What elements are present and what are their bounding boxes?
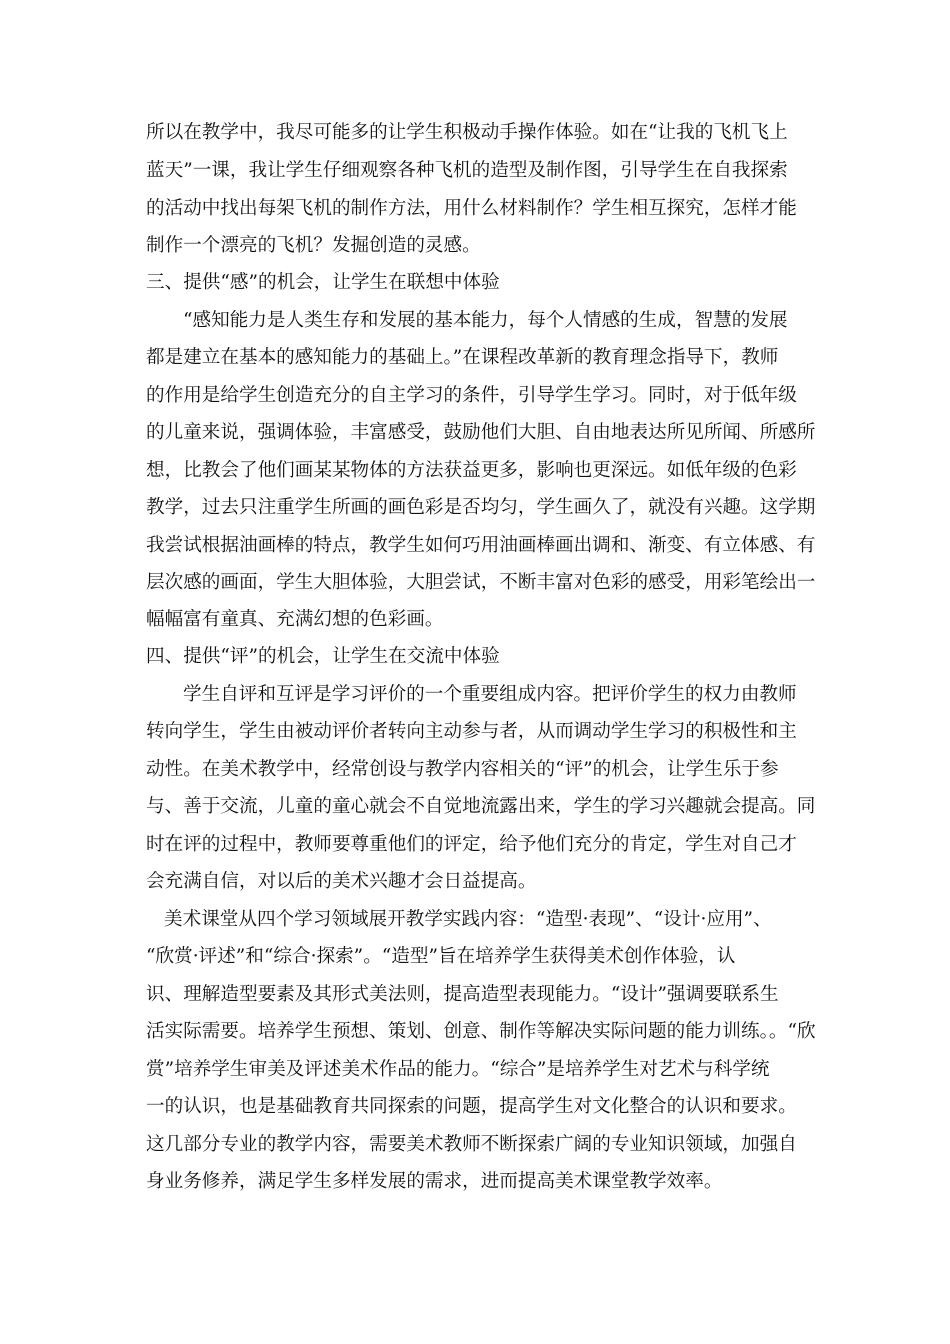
paragraph-line: 的儿童来说，强调体验，丰富感受，鼓励他们大胆、自由地表达所见所闻、所感所: [146, 422, 816, 443]
paragraph-line: “欣赏·评述”和“综合·探索”。“造型”旨在培养学生获得美术创作体验，认: [146, 946, 736, 967]
section-heading: 三、提供“感”的机会，让学生在联想中体验: [146, 272, 500, 293]
paragraph-line: 蓝天”一课，我让学生仔细观察各种飞机的造型及制作图，引导学生在自我探索: [146, 160, 788, 181]
paragraph-line: 的活动中找出每架飞机的制作方法，用什么材料制作？学生相互探究，怎样才能: [146, 198, 797, 219]
section-heading: 四、提供“评”的机会，让学生在交流中体验: [146, 646, 500, 667]
paragraph-line: 所以在教学中，我尽可能多的让学生积极动手操作体验。如在“让我的飞机飞上: [146, 122, 788, 143]
paragraph-line: 活实际需要。培养学生预想、策划、创意、制作等解决实际问题的能力训练。。“欣: [146, 1021, 816, 1042]
paragraph-line: 想，比教会了他们画某某物体的方法获益更多，影响也更深远。如低年级的色彩: [146, 460, 797, 481]
paragraph-line: 幅幅富有童真、充满幻想的色彩画。: [146, 609, 444, 630]
paragraph-line: 识、理解造型要素及其形式美法则，提高造型表现能力。“设计”强调要联系生: [146, 984, 779, 1005]
paragraph-line: 教学，过去只注重学生所画的画色彩是否均匀，学生画久了，就没有兴趣。这学期: [146, 497, 816, 518]
paragraph-line: 层次感的画面，学生大胆体验，大胆尝试，不断丰富对色彩的感受，用彩笔绘出一: [146, 572, 816, 593]
paragraph-line: 赏”培养学生审美及评述美术作品的能力。“综合”是培养学生对艺术与科学统: [146, 1059, 770, 1080]
paragraph-line: 一的认识，也是基础教育共同探索的问题，提高学生对文化整合的认识和要求。: [146, 1096, 797, 1117]
paragraph-line: 这几部分专业的教学内容，需要美术教师不断探索广阔的专业知识领域，加强自: [146, 1134, 797, 1155]
paragraph-line: 我尝试根据油画棒的特点，教学生如何巧用油画棒画出调和、渐变、有立体感、有: [146, 535, 816, 556]
paragraph-line: 与、善于交流，儿童的童心就会不自觉地流露出来，学生的学习兴趣就会提高。同: [146, 796, 816, 817]
paragraph-line: 身业务修养，满足学生多样发展的需求，进而提高美术课堂教学效率。: [146, 1171, 723, 1192]
paragraph-line: 都是建立在基本的感知能力的基础上。”在课程改革新的教育理念指导下，教师: [146, 347, 779, 368]
paragraph-line: “感知能力是人类生存和发展的基本能力，每个人情感的生成，智慧的发展: [183, 310, 788, 331]
paragraph-line: 美术课堂从四个学习领域展开教学实践内容：“造型·表现”、“设计·应用”、: [164, 909, 772, 930]
paragraph-line: 制作一个漂亮的飞机？发掘创造的灵感。: [146, 235, 481, 256]
paragraph-line: 的作用是给学生创造充分的自主学习的条件，引导学生学习。同时，对于低年级: [146, 385, 797, 406]
paragraph-line: 转向学生，学生由被动评价者转向主动参与者，从而调动学生学习的积极性和主: [146, 721, 797, 742]
paragraph-line: 时在评的过程中，教师要尊重他们的评定，给予他们充分的肯定，学生对自己才: [146, 834, 797, 855]
paragraph-line: 会充满自信，对以后的美术兴趣才会日益提高。: [146, 871, 537, 892]
paragraph-line: 学生自评和互评是学习评价的一个重要组成内容。把评价学生的权力由教师: [183, 684, 797, 705]
paragraph-line: 动性。在美术教学中，经常创设与教学内容相关的“评”的机会，让学生乐于参: [146, 759, 779, 780]
